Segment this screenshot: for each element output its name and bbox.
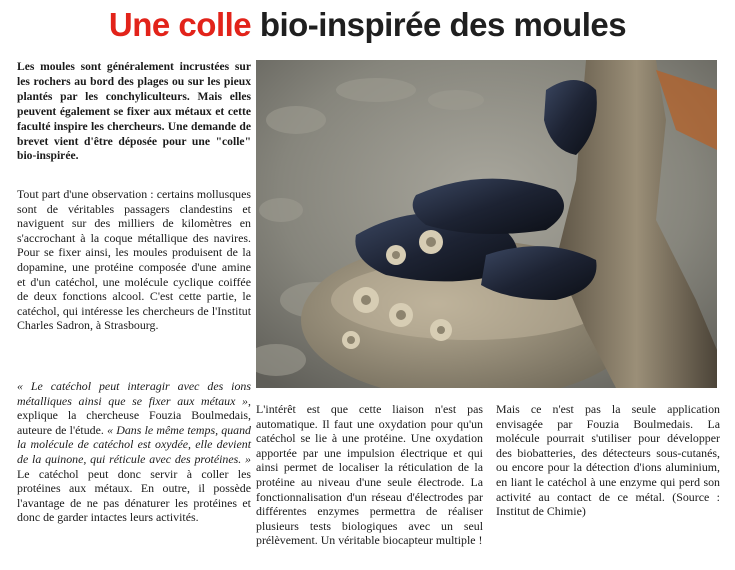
column-2-text: L'intérêt est que cette liaison n'est pas automatique. Il faut une oxydation pour qu'un catéchol se lie à une protéine. Une oxydation apportée par une impulsion électrique et qui ainsi permet de localiser la réticulation de la protéine au niveau d'une seule électrode. La fonctionnalisation d'un réseau d'électrodes par différentes enzymes permettra de réaliser plusieurs tests biologiques avec un seul prélèvement. Un véritable biocapteur multiple ! — [256, 402, 483, 548]
quote-1: « Le catéchol peut interagir avec des ions métalliques ainsi que se fixer aux métaux » — [17, 379, 251, 408]
title-rest: bio-inspirée des moules — [259, 6, 627, 43]
column-1-paragraph-1: Tout part d'une observation : certains mollusques sont de véritables passagers clandestins et naviguent sur des milliers de kilomètres en s'accrochant à la coque métallique des navires. Pour se fixer ainsi, les moules produisent de la dopamine, une protéine composée d'une amine et d'un catéchol, une molécule cyclique coiffée de deux fonctions alcool. C'est cette partie, le catéchol, qui intéresse les chercheurs de l'Institut Charles Sadron, à Strasbourg. — [17, 187, 251, 333]
mussels-photo — [256, 60, 717, 388]
attribution-text: , explique la chercheuse Fouzia Boulmedais, auteure de l'étude. — [17, 393, 251, 437]
quote-2: « Dans le même temps, quand la molécule de catéchol est oxydée, elle devient de la quinone, qui réticule avec des protéines. » — [17, 422, 251, 466]
column-1-conclusion: Le catéchol peut donc servir à coller les protéines aux métaux. En outre, il possède l'avantage de ne pas dénaturer les protéines et donc de garder intactes leurs activités. — [17, 466, 251, 525]
article-lead: Les moules sont généralement incrustées sur les rochers au bord des plages ou sur les pieux plantés par les conchyliculteurs. Mais elles peuvent également se fixer aux métaux et cette faculté inspire les chercheurs. Une demande de brevet vient d'être déposée pour une "colle" bio-inspirée. — [17, 60, 251, 163]
article-title — [0, 6, 735, 44]
column-1-paragraph-2 — [17, 379, 251, 525]
mussels-illustration — [256, 60, 717, 388]
title-highlight: Une colle — [108, 6, 252, 43]
column-3-text: Mais ce n'est pas la seule application envisagée par Fouzia Boulmedais. La molécule pourrait s'utiliser pour développer des biobatteries, des détecteurs sous-cutanés, ou encore pour la détection d'ions aluminium, en liant le catéchol à une enzyme qui perd son activité au contact de ce métal. (Source : Institut de Chimie) — [496, 402, 720, 519]
